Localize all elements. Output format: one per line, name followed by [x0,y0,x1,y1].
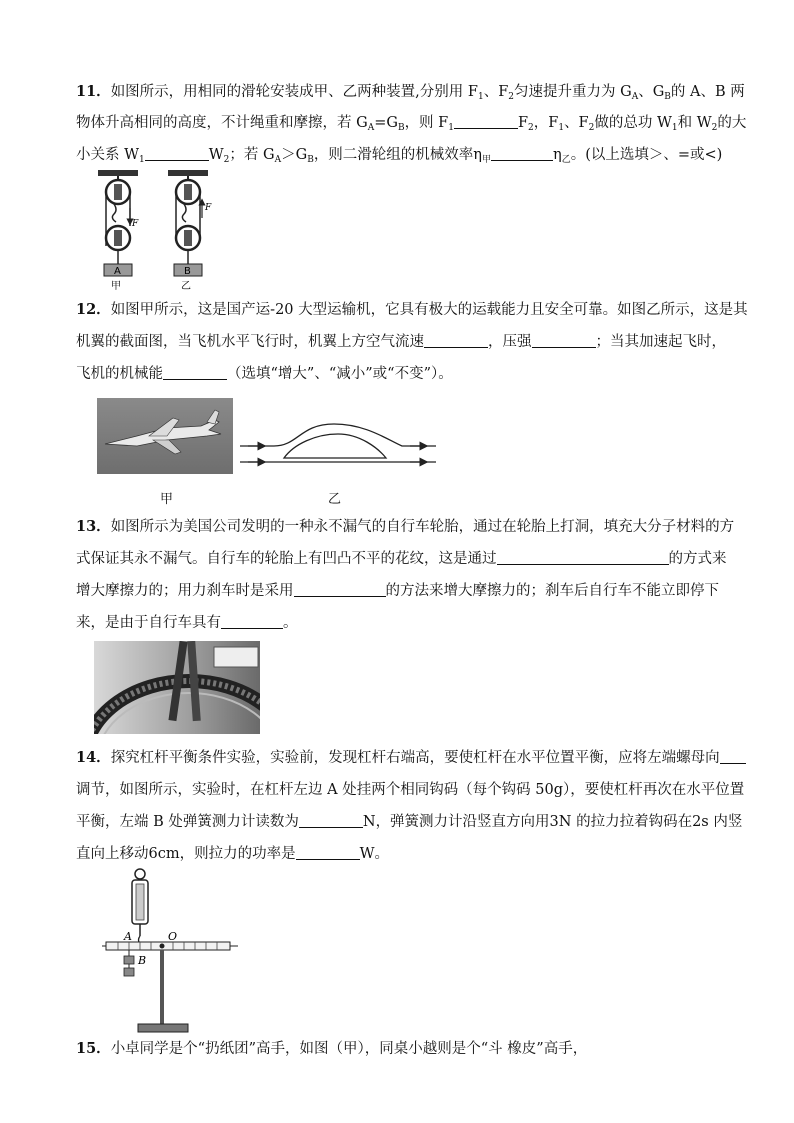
q13-text: 如图所示为美国公司发明的一种永不漏气的自行车轮胎，通过在轮胎上打洞，填充大分子材料的方 [110,519,735,535]
hook-weight-1 [124,956,134,964]
label-a: A [124,930,132,943]
q11-text: ＞G [281,147,308,163]
q11-text: =G [374,115,398,131]
q13-text: 的方式来 [668,551,727,567]
q11-text: 物体升高相同的高度，不计绳重和摩擦，若 G [76,115,368,131]
q11-text: 匀速提升重力为 G [514,84,632,100]
bicycle-tire-photo [94,641,260,734]
q12-text: 机翼的截面图，当飞机水平飞行时，机翼上方空气流速 [76,334,424,350]
pulley-figure [92,168,222,290]
q14-text: 探究杠杆平衡条件实验，实验前，发现杠杆右端高，要使杠杆在水平位置平衡，应将左端螺母向 [110,750,720,766]
q11-sub: 2 [508,92,514,102]
q14-blank-2[interactable] [299,813,363,828]
q11-sub: 1 [448,123,454,133]
q11-blank-1[interactable] [454,114,518,129]
q11-text: 的 A、B 两 [670,84,745,100]
q11-sub: 1 [139,155,145,165]
airplane-icon [97,398,233,474]
q11-line-3 [76,145,722,165]
q11-line-1 [76,82,745,102]
q13-text: 来，是由于自行车具有 [76,615,221,631]
lever-bar [106,942,230,950]
q12-number: 12． [76,301,111,318]
spring-scale-ring [135,869,145,879]
q12-line-3 [76,364,453,384]
q11-text: 、F [564,115,589,131]
q13-blank-3[interactable] [221,614,283,629]
q11-sub: B [397,123,405,133]
q11-sub: 乙 [561,155,571,165]
caption-jia: 甲 [111,281,121,290]
q14-line-1 [76,748,746,768]
q11-text: 小关系 W [76,147,140,163]
q11-number: 11． [76,83,111,100]
q11-sub: 2 [528,123,534,133]
q11-sub: 甲 [482,155,492,165]
q13-blank-2[interactable] [294,582,386,597]
label-f2: F [205,203,212,213]
lever-stand [160,950,164,1024]
q11-sub: A [631,92,639,102]
q11-sub: 1 [558,123,565,133]
q12-blank-1[interactable] [424,333,488,348]
q12-text: 如图甲所示，这是国产运-20 大型运输机，它具有极大的运载能力且安全可靠。如图乙所示，这是其 [110,302,748,318]
pivot [160,944,165,949]
q11-sub: 1 [477,92,484,102]
q11-text: η [553,147,562,163]
q11-text: ，则 F [404,115,449,131]
q11-sub: B [307,155,314,165]
q14-text: 平衡，左端 B 处弹簧测力计读数为 [76,814,299,830]
q14-text: W。 [359,846,390,862]
q15-line-1 [76,1039,587,1059]
q14-blank-1[interactable] [720,749,746,764]
ceiling-yi [168,170,208,176]
q13-text: 。 [283,615,298,631]
block-a-label: A [114,266,121,277]
q11-line-2 [76,113,746,133]
q13-text: 的方法来增大摩擦力的；刹车后自行车不能立即停下 [385,583,719,599]
q11-text: W [208,147,224,163]
q14-line-2 [76,780,744,800]
stand-base [138,1024,188,1032]
wing-profile [284,434,386,458]
q11-text: 和 W [677,115,712,131]
label-b: B [138,954,147,967]
lever-figure [98,868,248,1034]
q11-text: 、G [638,84,665,100]
q15-number: 15． [76,1040,111,1057]
q11-sub: A [367,123,375,133]
label-o: O [168,930,178,943]
block-b-label: B [184,266,191,277]
q12-text: 飞机的机械能 [76,366,163,382]
q13-text: 增大摩擦力的；用力刹车时是采用 [76,583,294,599]
q14-text: 直向上移动6cm，则拉力的功率是 [76,846,296,862]
q13-number: 13． [76,518,111,535]
q12-text: ；当其加速起飞时， [595,334,726,350]
q15-text: 小卓同学是个“扔纸团”高手，如图（甲），同桌小越则是个“斗 橡皮”高手， [110,1041,588,1057]
q13-line-1 [76,517,734,537]
q14-blank-3[interactable] [296,845,360,860]
q11-text: F [517,115,529,131]
q11-text: 如图所示，用相同的滑轮安装成甲、乙两种装置,分别用 F [110,84,478,100]
q11-text: 、F [483,84,509,100]
q11-blank-2[interactable] [145,146,209,161]
ceiling-jia [98,170,138,176]
bicycle-wheel-icon [94,641,260,734]
q12-line-1 [76,300,748,320]
q13-text: 式保证其永不漏气。自行车的轮胎上有凹凸不平的花纹，这是通过 [76,551,497,567]
q11-text: ，F [533,115,559,131]
q12-blank-3[interactable] [163,365,227,380]
q11-text: ；若 G [229,147,275,163]
q11-text: 。(以上选填＞、=或<) [570,147,723,163]
q13-line-3 [76,581,719,601]
q13-line-2 [76,549,727,569]
q14-line-4 [76,844,389,864]
caption-yi: 乙 [181,281,191,290]
q11-sub: A [274,155,282,165]
q11-text: 做的总功 W [594,115,672,131]
airplane-caption: 甲 [160,492,174,507]
q11-sub: 2 [588,123,595,133]
q11-sub: 1 [671,123,678,133]
q11-blank-3[interactable] [491,146,553,161]
q14-number: 14． [76,749,111,766]
q11-text: 的大 [717,115,747,131]
wing-diagram [238,420,438,476]
q14-line-3 [76,812,742,832]
q12-line-2 [76,332,726,352]
q14-text: N，弹簧测力计沿竖直方向用3N 的拉力拉着钩码在2s 内竖 [362,814,743,830]
q13-line-4 [76,613,298,633]
q12-blank-2[interactable] [532,333,596,348]
wing-caption: 乙 [328,492,342,507]
airplane-photo [97,398,233,474]
hook-weight-2 [124,968,134,976]
q13-blank-1[interactable] [497,550,669,565]
q14-text: 调节，如图所示，实验时，在杠杆左边 A 处挂两个相同钩码（每个钩码 50g），要使杠杆再次在水平位置 [76,782,745,798]
q11-sub: 2 [711,123,718,133]
q11-text: ，则二滑轮组的机械效率η [313,147,482,163]
q11-sub: 2 [223,155,230,165]
q12-text: ，压强 [488,334,532,350]
q12-text: （选填“增大”、“减小”或“不变”）。 [227,366,453,382]
q11-sub: B [664,92,671,102]
label-f1: F [132,219,139,229]
